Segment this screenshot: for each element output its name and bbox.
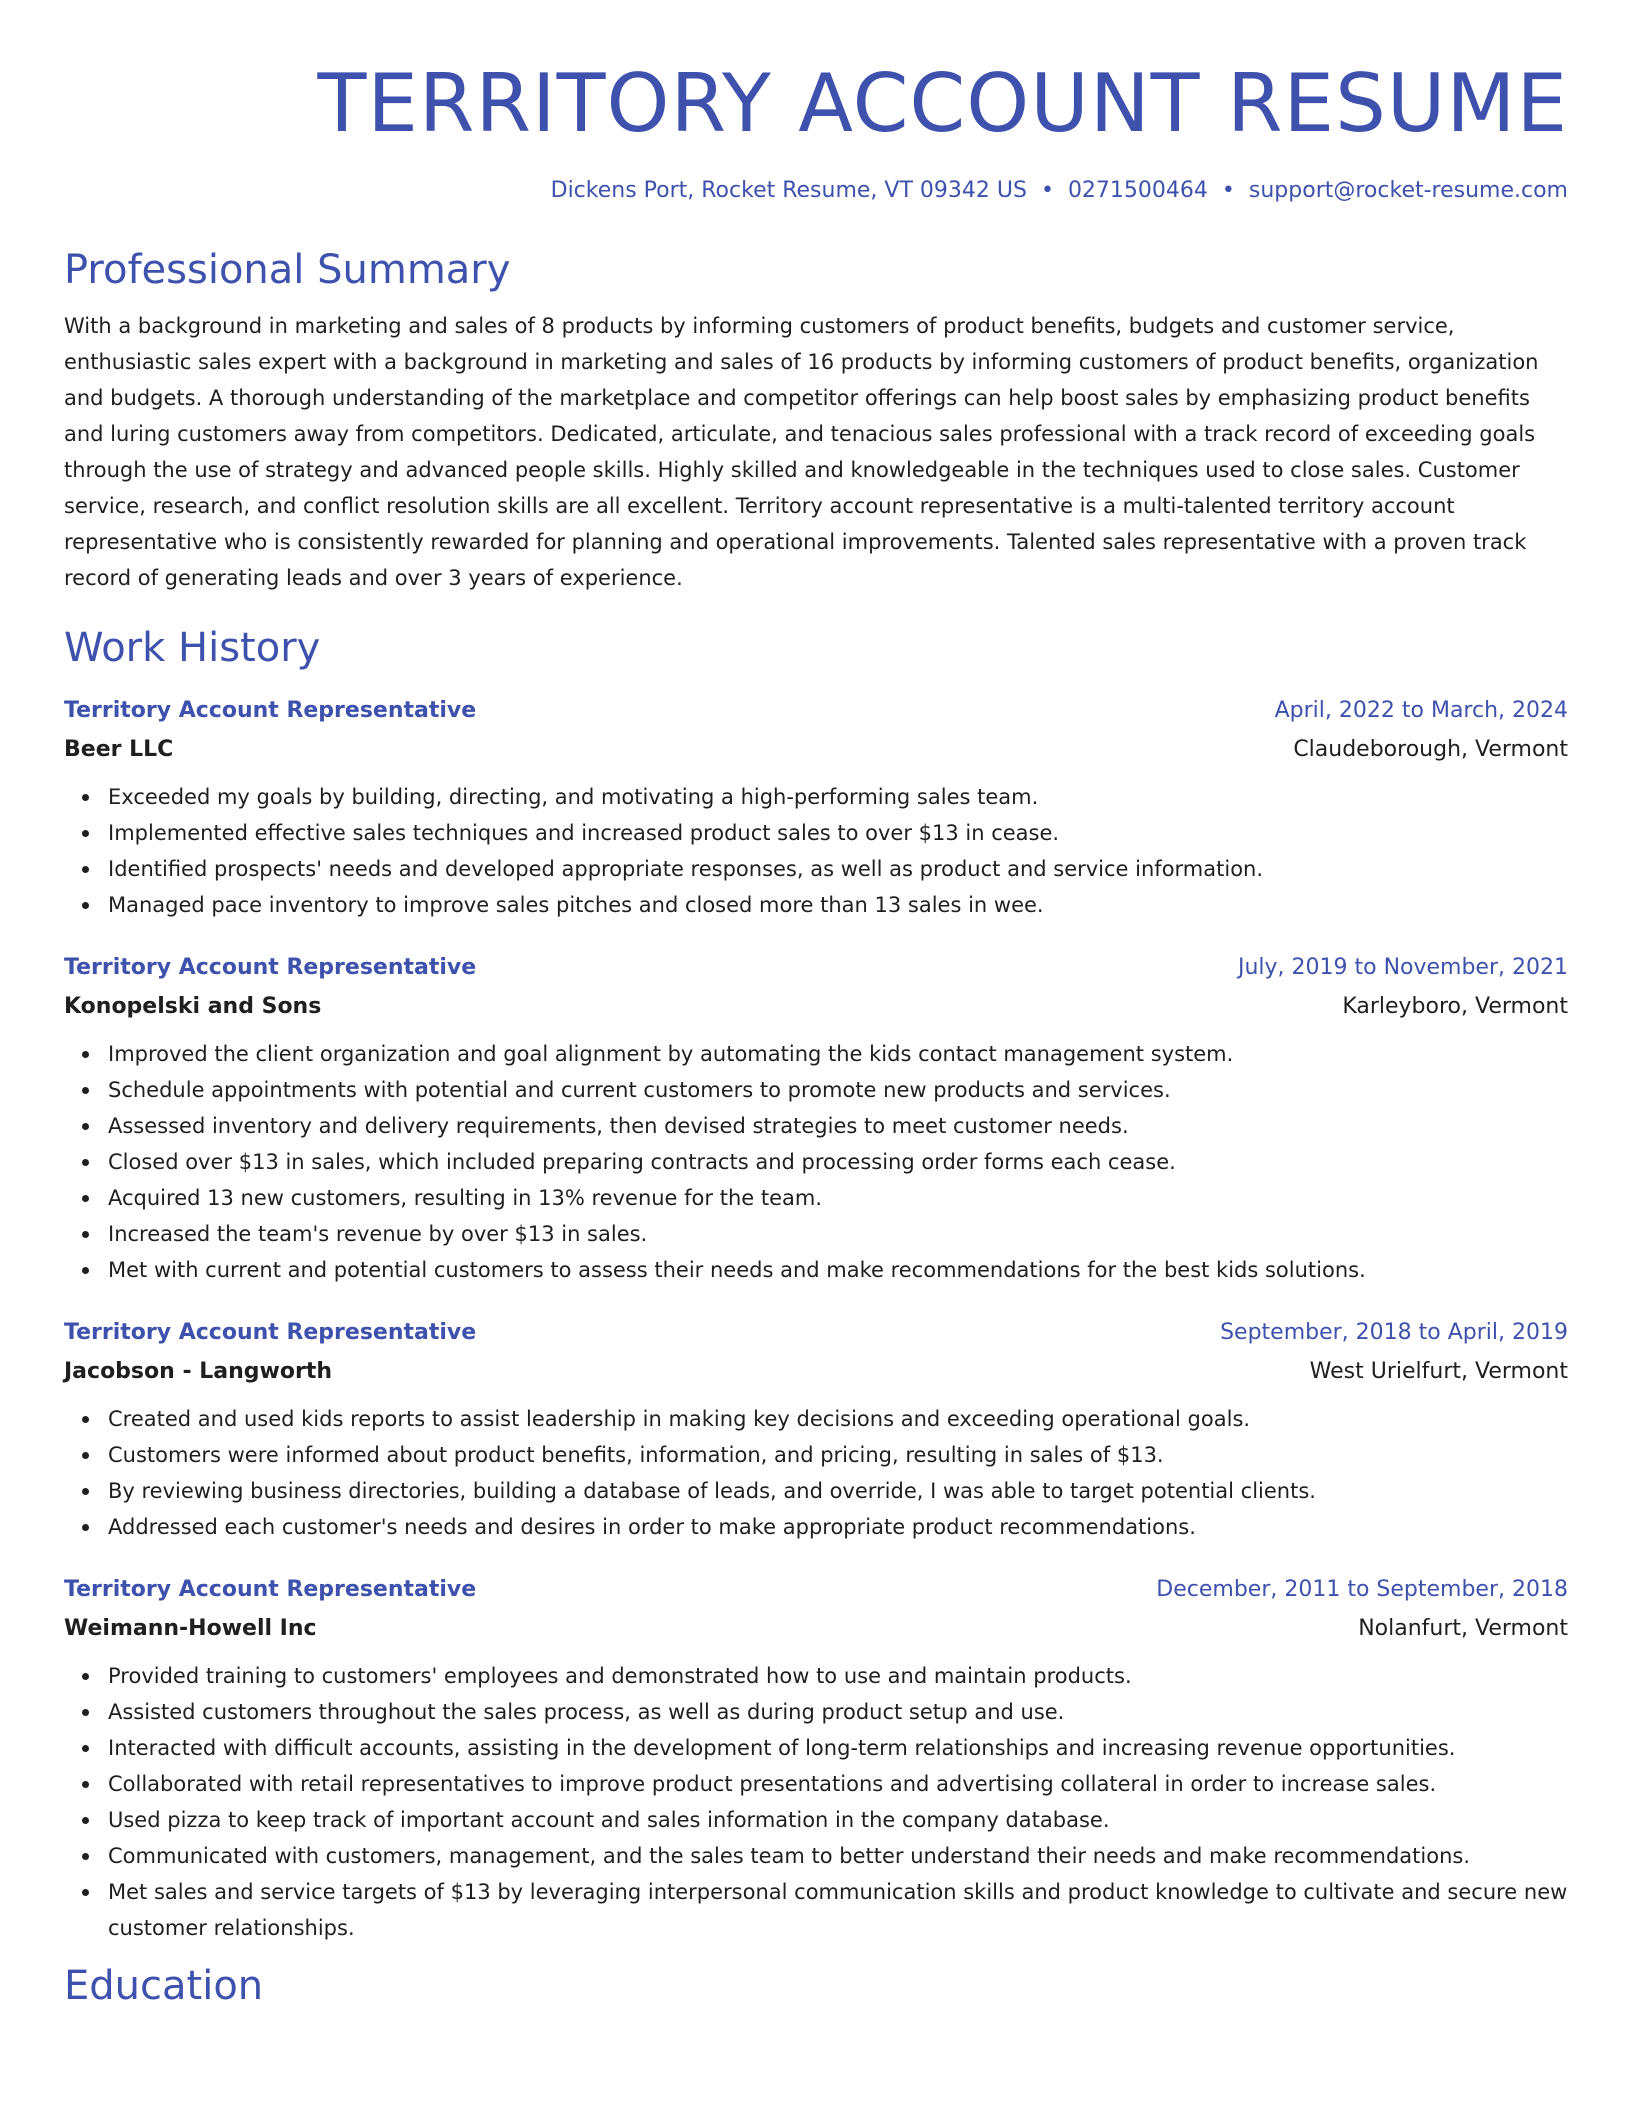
job-bullet: Closed over $13 in sales, which included preparing contracts and processing order forms each cease. [108, 1144, 1568, 1180]
job-bullet: Identified prospects' needs and developed appropriate responses, as well as product and service information. [108, 851, 1568, 887]
job-bullet: By reviewing business directories, building a database of leads, and override, I was able to target potential clients. [108, 1473, 1568, 1509]
job-location: Claudeborough, Vermont [1293, 737, 1568, 762]
job-bullet: Managed pace inventory to improve sales pitches and closed more than 13 sales in wee. [108, 887, 1568, 923]
job-bullet: Acquired 13 new customers, resulting in 13% revenue for the team. [108, 1180, 1568, 1216]
job-bullet: Provided training to customers' employees and demonstrated how to use and maintain products. [108, 1658, 1568, 1694]
job-bullet: Customers were informed about product benefits, information, and pricing, resulting in sales of $13. [108, 1437, 1568, 1473]
job-company: Jacobson - Langworth [64, 1359, 332, 1384]
job-bullet: Met with current and potential customers to assess their needs and make recommendations for the best kids solutions. [108, 1252, 1568, 1288]
job-dates: April, 2022 to March, 2024 [1274, 698, 1568, 723]
job-header-row [64, 1318, 1568, 1348]
job-bullet: Exceeded my goals by building, directing, and motivating a high-performing sales team. [108, 779, 1568, 815]
job-header-row [64, 953, 1568, 983]
job-bullet: Implemented effective sales techniques and increased product sales to over $13 in cease. [108, 815, 1568, 851]
job-bullet: Collaborated with retail representatives to improve product presentations and advertising collateral in order to increase sales. [108, 1766, 1568, 1802]
job-bullets [64, 1036, 1568, 1288]
contact-separator: • [1040, 178, 1054, 203]
job-bullet: Assisted customers throughout the sales process, as well as during product setup and use. [108, 1694, 1568, 1730]
job-bullets [64, 1401, 1568, 1545]
summary-text: With a background in marketing and sales of 8 products by informing customers of product benefits, budgets and customer service, enthusiastic sales expert with a background in marketing and sales of 16 products by informing customers of product benefits, organization and budgets. A thorough understanding of the marketplace and competitor offerings can help boost sales by emphasizing product benefits and luring customers away from competitors. Dedicated, articulate, and tenacious sales professional with a track record of exceeding goals through the use of strategy and advanced people skills. Highly skilled and knowledgeable in the techniques used to close sales. Customer service, research, and conflict resolution skills are all excellent. Territory account representative is a multi-talented territory account representative who is consistently rewarded for planning and operational improvements. Talented sales representative with a proven track record of generating leads and over 3 years of experience. [64, 314, 1539, 590]
job-bullet: Assessed inventory and delivery requirements, then devised strategies to meet customer needs. [108, 1108, 1568, 1144]
job-company-row [64, 1605, 1568, 1644]
job-entry [64, 1575, 1568, 1946]
job-bullet: Met sales and service targets of $13 by leveraging interpersonal communication skills and product knowledge to cultivate and secure new customer relationships. [108, 1874, 1568, 1946]
job-entry [64, 696, 1568, 923]
job-bullet: Schedule appointments with potential and current customers to promote new products and services. [108, 1072, 1568, 1108]
job-header-row [64, 1575, 1568, 1605]
job-title: Territory Account Representative [64, 698, 477, 723]
contact-separator: • [1221, 178, 1235, 203]
job-bullets [64, 1658, 1568, 1946]
job-location: West Urielfurt, Vermont [1309, 1359, 1568, 1384]
resume-title: TERRITORY ACCOUNT RESUME [317, 57, 1568, 150]
job-header-row [64, 696, 1568, 726]
job-bullet: Increased the team's revenue by over $13 in sales. [108, 1216, 1568, 1252]
job-company: Konopelski and Sons [64, 994, 322, 1019]
job-company: Beer LLC [64, 737, 174, 762]
job-bullets [64, 779, 1568, 923]
job-title: Territory Account Representative [64, 955, 477, 980]
job-bullet: Addressed each customer's needs and desires in order to make appropriate product recommendations. [108, 1509, 1568, 1545]
job-bullet: Interacted with difficult accounts, assisting in the development of long-term relationships and increasing revenue opportunities. [108, 1730, 1568, 1766]
job-title: Territory Account Representative [64, 1320, 477, 1345]
job-dates: July, 2019 to November, 2021 [1237, 955, 1568, 980]
job-dates: December, 2011 to September, 2018 [1156, 1577, 1568, 1602]
job-company-row [64, 1348, 1568, 1387]
resume-page [64, 0, 1568, 2010]
job-company-row [64, 726, 1568, 765]
contact-email[interactable]: support@rocket-resume.com [1248, 178, 1568, 203]
contact-line [64, 176, 1568, 206]
work-history-heading: Work History [64, 625, 321, 671]
summary-heading: Professional Summary [64, 247, 511, 293]
job-list [64, 696, 1568, 1946]
contact-phone: 0271500464 [1067, 178, 1208, 203]
job-bullet: Created and used kids reports to assist leadership in making key decisions and exceeding operational goals. [108, 1401, 1568, 1437]
job-company-row [64, 983, 1568, 1022]
contact-address: Dickens Port, Rocket Resume, VT 09342 US [550, 178, 1027, 203]
job-bullet: Used pizza to keep track of important account and sales information in the company database. [108, 1802, 1568, 1838]
education-heading: Education [64, 1963, 264, 2009]
job-bullet: Communicated with customers, management, and the sales team to better understand their needs and make recommendations. [108, 1838, 1568, 1874]
job-entry [64, 953, 1568, 1288]
job-title: Territory Account Representative [64, 1577, 477, 1602]
job-location: Karleyboro, Vermont [1342, 994, 1568, 1019]
job-entry [64, 1318, 1568, 1545]
job-bullet: Improved the client organization and goal alignment by automating the kids contact management system. [108, 1036, 1568, 1072]
job-dates: September, 2018 to April, 2019 [1220, 1320, 1568, 1345]
job-location: Nolanfurt, Vermont [1358, 1616, 1568, 1641]
job-company: Weimann-Howell Inc [64, 1616, 317, 1641]
